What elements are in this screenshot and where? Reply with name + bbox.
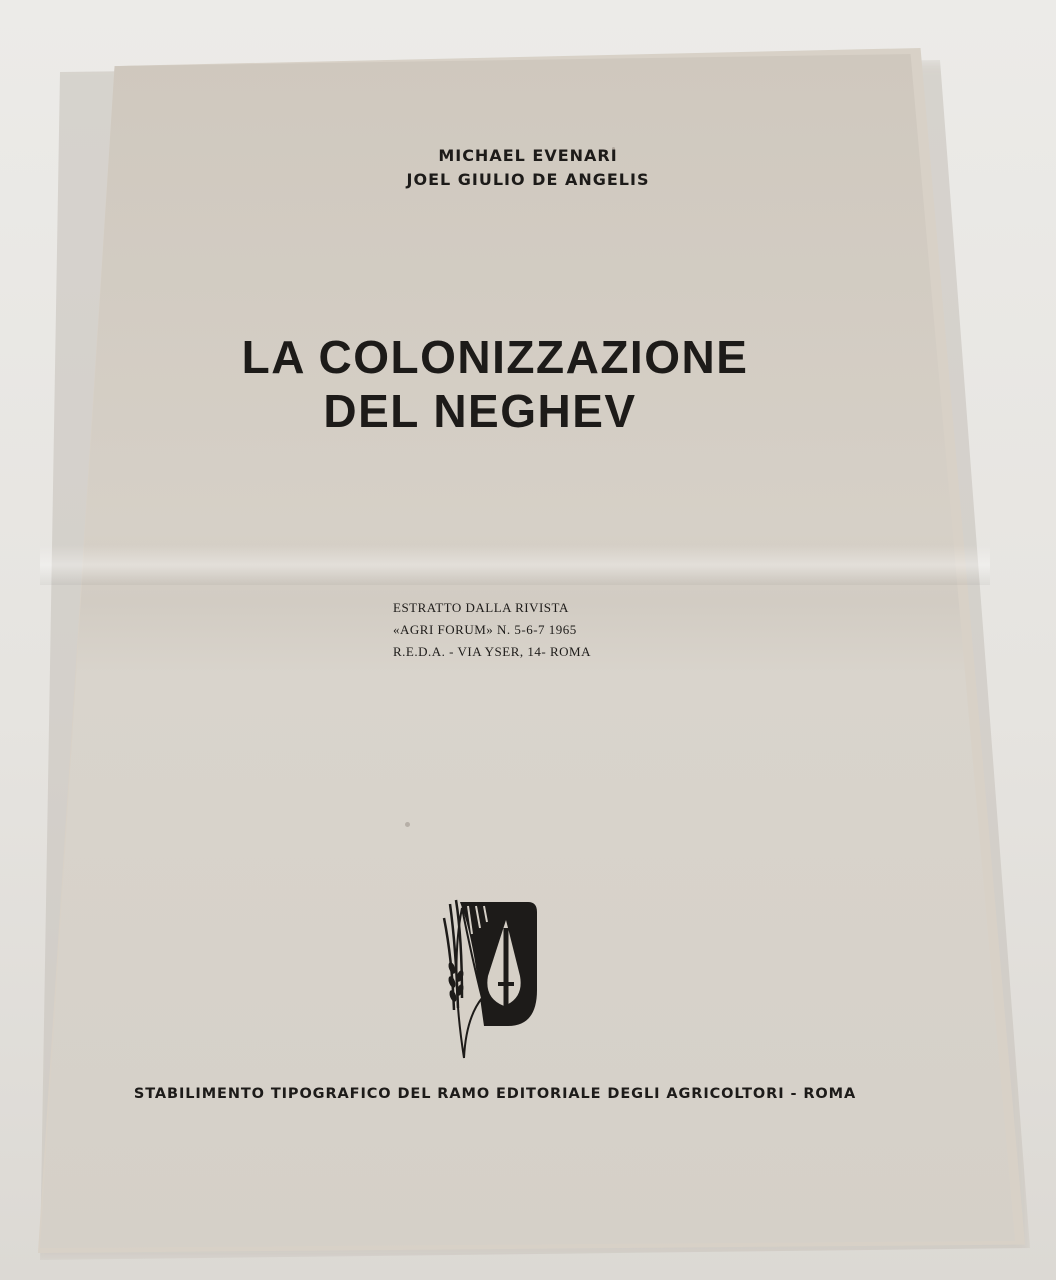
extract-line: ESTRATTO DALLA RIVISTA: [393, 600, 569, 615]
title-line: DEL NEGHEV: [323, 385, 637, 437]
document-title: [0, 330, 990, 438]
title-line: LA COLONIZZAZIONE: [241, 331, 749, 383]
author-name: MICHAEL EVENARI: [438, 146, 618, 165]
extract-line: R.E.D.A. - VIA YSER, 14- ROMA: [393, 644, 591, 659]
author-name: JOEL GIULIO DE ANGELIS: [406, 170, 650, 189]
extract-info: [393, 597, 591, 663]
authors-block: [0, 144, 1056, 192]
extract-line: «AGRI FORUM» N. 5-6-7 1965: [393, 622, 577, 637]
wheat-spade-emblem-icon: [440, 898, 552, 1060]
publisher-footer: STABILIMENTO TIPOGRAFICO DEL RAMO EDITORIALE DEGLI AGRICOLTORI - ROMA: [133, 1086, 857, 1102]
paper-speck: [405, 822, 410, 827]
